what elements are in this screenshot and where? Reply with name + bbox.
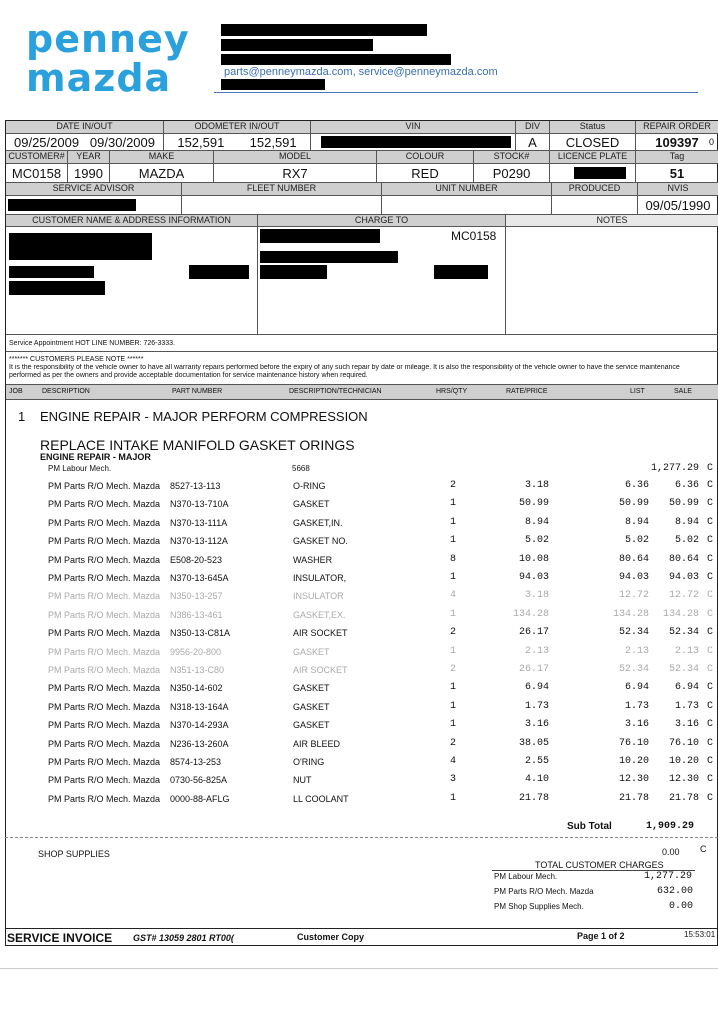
job-subtitle: REPLACE INTAKE MANIFOLD GASKET ORINGS <box>40 437 355 453</box>
notes-box <box>506 227 718 335</box>
part-row <box>6 532 718 550</box>
part-list: 12.72 <box>618 590 649 602</box>
part-rate: 4.10 <box>524 774 549 786</box>
part-flag: C <box>706 737 713 749</box>
vehicle-make: MAZDA <box>110 164 214 183</box>
shop-supplies-label: SHOP SUPPLIES <box>38 849 110 859</box>
label-charge-to: CHARGE TO <box>258 215 506 227</box>
part-qty: 2 <box>450 627 457 639</box>
redacted-charge-city <box>260 265 327 279</box>
date-out: 09/30/2009 <box>89 135 155 150</box>
unit-value <box>382 196 552 215</box>
part-desc: PM Parts R/O Mech. Mazda <box>48 757 161 767</box>
col-part-number: PART NUMBER <box>172 388 223 395</box>
odo-in: 152,591 <box>177 135 225 150</box>
part-sale: 50.99 <box>668 498 699 510</box>
label-year: YEAR <box>68 151 110 164</box>
div-value: A <box>516 134 550 151</box>
notice-text: It is the responsibility of the vehicle owner to have all warranty repairs performed before the expiry of any such repair by date or mileage. It is also the responsibility of the vehicle owner to have the service maintenance performed as per the owners and provide acceptable documentation for service maintenance history when required. <box>9 364 680 379</box>
part-qty: 1 <box>450 719 457 731</box>
part-name: NUT <box>293 775 312 786</box>
part-name: GASKET,EX. <box>293 609 346 620</box>
part-list: 10.20 <box>618 756 649 767</box>
part-number: N236-13-260A <box>170 738 229 749</box>
part-flag: C <box>706 645 713 657</box>
part-number: N370-13-111A <box>170 517 228 528</box>
vehicle-colour: RED <box>377 164 474 183</box>
part-name: GASKET NO. <box>293 536 348 547</box>
redacted-customer-city <box>9 281 105 295</box>
part-qty: 4 <box>450 756 457 767</box>
part-row <box>6 661 718 679</box>
page-edge <box>0 968 718 969</box>
labour-tech: 5668 <box>292 464 310 473</box>
redacted-plate <box>574 167 626 179</box>
part-name: GASKET <box>293 683 330 694</box>
label-customer-info: CUSTOMER NAME & ADDRESS INFORMATION <box>6 215 258 227</box>
part-sale: 8.94 <box>674 516 699 528</box>
label-status: Status <box>550 121 636 134</box>
part-name: GASKET <box>293 701 330 712</box>
repair-order-suffix: 0 <box>708 137 714 147</box>
hotline-text: Service Appointment HOT LINE NUMBER: 726-3333. <box>9 340 176 347</box>
part-number: 9956-20-800 <box>170 646 222 657</box>
label-plate: LICENCE PLATE <box>550 151 636 164</box>
part-flag: C <box>706 682 713 694</box>
part-qty: 1 <box>450 608 457 620</box>
part-desc: PM Parts R/O Mech. Mazda <box>48 665 161 675</box>
part-number: N351-13-C80 <box>170 665 225 675</box>
notice-heading: ******* CUSTOMERS PLEASE NOTE ****** <box>9 356 144 363</box>
part-rate: 134.28 <box>512 608 549 620</box>
part-desc: PM Parts R/O Mech. Mazda <box>48 628 161 639</box>
part-number: 0730-56-825A <box>170 775 228 786</box>
part-sale: 76.10 <box>668 737 699 749</box>
shop-supplies-value: 0.00 <box>662 847 680 857</box>
part-name: LL COOLANT <box>293 793 349 804</box>
label-produced: PRODUCED <box>552 183 638 196</box>
part-sale: 12.30 <box>668 774 699 786</box>
part-rate: 3.16 <box>524 719 549 731</box>
part-sale: 80.64 <box>668 553 699 565</box>
vehicle-model: RX7 <box>214 164 377 183</box>
notice-divider <box>6 351 718 352</box>
repair-order-value <box>636 134 718 151</box>
footer-copy: Customer Copy <box>297 932 365 942</box>
produced-value <box>552 196 638 215</box>
part-number: N370-14-293A <box>170 720 229 731</box>
label-make: MAKE <box>110 151 214 164</box>
part-desc: PM Parts R/O Mech. Mazda <box>48 683 161 694</box>
part-rate: 2.13 <box>524 645 549 657</box>
part-row <box>6 735 718 753</box>
service-advisor-value <box>6 196 182 215</box>
part-qty: 1 <box>450 792 457 804</box>
label-fleet: FLEET NUMBER <box>182 183 382 196</box>
part-list: 1.73 <box>624 700 649 712</box>
part-row <box>6 771 718 789</box>
part-number: N318-13-164A <box>170 701 229 712</box>
column-header <box>6 384 718 400</box>
part-list: 52.34 <box>618 664 649 675</box>
part-list: 76.10 <box>618 737 649 749</box>
col-desc-tech: DESCRIPTION/TECHNICIAN <box>289 388 382 395</box>
part-number: 0000-88-AFLG <box>170 793 230 804</box>
part-qty: 1 <box>450 572 457 583</box>
redacted-address-2 <box>221 39 373 51</box>
footer-divider <box>5 928 718 929</box>
label-model: MODEL <box>214 151 377 164</box>
part-qty: 8 <box>450 553 457 565</box>
date-in: 09/25/2009 <box>14 135 80 150</box>
part-list: 134.28 <box>612 608 649 620</box>
stock-number: P0290 <box>474 164 550 183</box>
part-number: N370-13-112A <box>170 536 228 547</box>
part-desc: PM Parts R/O Mech. Mazda <box>48 499 161 510</box>
charge-code: MC0158 <box>451 229 497 243</box>
label-notes: NOTES <box>506 215 718 227</box>
part-flag: C <box>706 516 713 528</box>
part-sale: 6.36 <box>674 480 699 491</box>
part-flag: C <box>706 553 713 565</box>
part-row <box>6 514 718 532</box>
part-flag: C <box>706 792 713 804</box>
part-rate: 94.03 <box>518 572 549 583</box>
part-qty: 1 <box>450 535 457 547</box>
redacted-address-4 <box>221 79 325 90</box>
part-flag: C <box>706 774 713 786</box>
part-row <box>6 643 718 661</box>
part-qty: 1 <box>450 700 457 712</box>
part-flag: C <box>706 700 713 712</box>
dealer-emails: parts@penneymazda.com, service@penneymazda.com <box>224 66 498 78</box>
label-div: DIV <box>516 121 550 134</box>
invoice-form <box>5 120 718 946</box>
part-row <box>6 790 718 808</box>
col-hrs-qty: HRS/QTY <box>436 388 468 395</box>
total-labour-value: 1,277.29 <box>644 871 693 882</box>
part-name: GASKET <box>293 646 330 657</box>
part-list: 6.94 <box>624 682 649 694</box>
part-sale: 6.94 <box>674 682 699 694</box>
footer-time: 15:53:01 <box>684 930 716 939</box>
total-supplies-label: PM Shop Supplies Mech. <box>494 902 584 911</box>
part-flag: C <box>706 756 713 767</box>
part-qty: 2 <box>450 737 457 749</box>
part-list: 50.99 <box>618 498 649 510</box>
label-repair-order: REPAIR ORDER <box>636 121 718 134</box>
part-sale: 10.20 <box>668 756 699 767</box>
subtotal-value: 1,909.29 <box>646 821 695 832</box>
part-desc: PM Parts R/O Mech. Mazda <box>48 793 161 804</box>
redacted-advisor <box>8 199 136 211</box>
label-service-advisor: SERVICE ADVISOR <box>6 183 182 196</box>
redacted-customer-street <box>9 266 94 278</box>
part-name: AIR SOCKET <box>293 628 348 639</box>
part-flag: C <box>706 627 713 639</box>
labour-desc: PM Labour Mech. <box>48 464 112 473</box>
part-rate: 5.02 <box>524 535 549 547</box>
part-row <box>6 698 718 716</box>
redacted-charge-street <box>260 251 398 263</box>
fleet-value <box>182 196 382 215</box>
customer-info-box <box>6 227 258 335</box>
part-flag: C <box>706 480 713 491</box>
part-number: N370-13-645A <box>170 573 229 583</box>
part-qty: 2 <box>450 664 457 675</box>
part-list: 21.78 <box>618 792 649 804</box>
job-title: ENGINE REPAIR - MAJOR PERFORM COMPRESSION <box>40 409 368 424</box>
part-list: 52.34 <box>618 627 649 639</box>
shop-supplies-flag: C <box>700 844 707 854</box>
part-qty: 1 <box>450 498 457 510</box>
part-sale: 94.03 <box>668 572 699 583</box>
total-parts-label: PM Parts R/O Mech. Mazda <box>494 887 594 896</box>
part-rate: 21.78 <box>518 792 549 804</box>
part-flag: C <box>706 535 713 547</box>
part-flag: C <box>706 590 713 602</box>
footer-title: SERVICE INVOICE <box>7 931 113 945</box>
part-sale: 21.78 <box>668 792 699 804</box>
col-description: DESCRIPTION <box>42 388 90 395</box>
part-qty: 1 <box>450 645 457 657</box>
col-sale: SALE <box>674 388 692 395</box>
col-list: LIST <box>630 388 645 395</box>
part-number: N370-13-710A <box>170 499 229 510</box>
redacted-customer-phone <box>189 265 249 279</box>
date-in-out <box>6 134 164 151</box>
part-flag: C <box>706 719 713 731</box>
part-row <box>6 606 718 624</box>
part-number: N386-13-461 <box>170 609 223 620</box>
part-rate: 6.94 <box>524 682 549 694</box>
labour-sale: 1,277.29 <box>650 463 699 474</box>
part-list: 80.64 <box>618 553 649 565</box>
part-name: O'RING <box>293 757 325 767</box>
totals-heading: TOTAL CUSTOMER CHARGES <box>535 860 664 870</box>
redacted-address-1 <box>221 24 427 36</box>
part-name: AIR BLEED <box>293 738 341 749</box>
part-desc: PM Parts R/O Mech. Mazda <box>48 738 161 749</box>
odo-out: 152,591 <box>249 135 297 150</box>
vin-value <box>311 134 516 151</box>
part-list: 2.13 <box>624 645 649 657</box>
part-number: N350-14-602 <box>170 683 223 694</box>
header-divider <box>214 92 698 93</box>
part-row <box>6 753 718 771</box>
part-name: O-RING <box>293 481 326 491</box>
part-row <box>6 477 718 495</box>
label-customer: CUSTOMER# <box>6 151 68 164</box>
part-qty: 1 <box>450 682 457 694</box>
part-sale: 1.73 <box>674 700 699 712</box>
label-date: DATE IN/OUT <box>6 121 164 134</box>
part-rate: 38.05 <box>518 737 549 749</box>
part-desc: PM Parts R/O Mech. Mazda <box>48 591 161 602</box>
labour-flag: C <box>706 463 713 474</box>
part-row <box>6 679 718 697</box>
col-job: JOB <box>9 388 23 395</box>
charge-to-box <box>258 227 506 335</box>
total-labour-label: PM Labour Mech. <box>494 872 558 881</box>
part-rate: 8.94 <box>524 516 549 528</box>
dealer-logo <box>26 17 190 100</box>
total-parts-value: 632.00 <box>657 886 694 897</box>
footer-page: Page 1 of 2 <box>577 931 625 941</box>
part-row <box>6 624 718 642</box>
label-colour: COLOUR <box>377 151 474 164</box>
part-desc: PM Parts R/O Mech. Mazda <box>48 573 161 583</box>
status-value: CLOSED <box>550 134 636 151</box>
part-desc: PM Parts R/O Mech. Mazda <box>48 701 161 712</box>
labour-row <box>6 460 718 478</box>
part-sale: 5.02 <box>674 535 699 547</box>
part-list: 6.36 <box>624 480 649 491</box>
part-name: GASKET,IN. <box>293 517 343 528</box>
subtotal-label: Sub Total <box>567 821 612 832</box>
part-row <box>6 587 718 605</box>
part-rate: 10.08 <box>518 553 549 565</box>
part-name: GASKET <box>293 720 330 731</box>
job-category: ENGINE REPAIR - MAJOR <box>40 452 151 462</box>
part-flag: C <box>706 608 713 620</box>
label-nvis: NVIS <box>638 183 718 196</box>
part-desc: PM Parts R/O Mech. Mazda <box>48 720 161 731</box>
part-desc: PM Parts R/O Mech. Mazda <box>48 554 161 565</box>
part-row <box>6 495 718 513</box>
part-name: GASKET <box>293 499 330 510</box>
label-stock: STOCK# <box>474 151 550 164</box>
total-supplies-value: 0.00 <box>669 901 694 912</box>
part-row <box>6 716 718 734</box>
customer-number: MC0158 <box>6 164 68 183</box>
part-flag: C <box>706 664 713 675</box>
part-row <box>6 551 718 569</box>
tag-value: 51 <box>636 164 718 183</box>
redacted-address-3 <box>221 54 451 65</box>
part-rate: 26.17 <box>518 627 549 639</box>
part-rate: 2.55 <box>524 756 549 767</box>
part-sale: 12.72 <box>668 590 699 602</box>
licence-plate-value <box>550 164 636 183</box>
part-desc: PM Parts R/O Mech. Mazda <box>48 481 161 491</box>
part-list: 3.16 <box>624 719 649 731</box>
redacted-vin <box>321 136 511 148</box>
odometer-in-out <box>164 134 311 151</box>
part-qty: 1 <box>450 516 457 528</box>
part-rate: 1.73 <box>524 700 549 712</box>
part-number: E508-20-523 <box>170 554 223 565</box>
nvis-value: 09/05/1990 <box>638 196 718 215</box>
part-desc: PM Parts R/O Mech. Mazda <box>48 536 161 547</box>
part-number: N350-13-257 <box>170 591 223 602</box>
subtotal-divider <box>5 837 718 838</box>
part-number: N350-13-C81A <box>170 628 231 639</box>
part-list: 5.02 <box>624 535 649 547</box>
part-rate: 3.18 <box>524 590 549 602</box>
part-sale: 2.13 <box>674 645 699 657</box>
part-row <box>6 569 718 587</box>
part-number: 8527-13-113 <box>170 481 221 491</box>
label-vin: VIN <box>311 121 516 134</box>
part-qty: 3 <box>450 774 457 786</box>
part-rate: 3.18 <box>524 480 549 491</box>
part-desc: PM Parts R/O Mech. Mazda <box>48 517 161 528</box>
part-list: 8.94 <box>624 516 649 528</box>
part-name: INSULATOR, <box>293 573 347 583</box>
part-rate: 26.17 <box>518 664 549 675</box>
part-name: INSULATOR <box>293 591 344 602</box>
redacted-customer-name <box>9 233 152 260</box>
part-name: WASHER <box>293 554 333 565</box>
label-unit: UNIT NUMBER <box>382 183 552 196</box>
part-flag: C <box>706 498 713 510</box>
part-sale: 3.16 <box>674 719 699 731</box>
part-rate: 50.99 <box>518 498 549 510</box>
redacted-charge-phone <box>434 265 488 279</box>
part-list: 12.30 <box>618 774 649 786</box>
col-rate-price: RATE/PRICE <box>506 388 548 395</box>
part-sale: 134.28 <box>662 608 699 620</box>
part-number: 8574-13-253 <box>170 757 222 767</box>
part-flag: C <box>706 572 713 583</box>
job-number: 1 <box>18 409 26 424</box>
part-desc: PM Parts R/O Mech. Mazda <box>48 609 161 620</box>
part-qty: 4 <box>450 590 457 602</box>
part-desc: PM Parts R/O Mech. Mazda <box>48 775 161 786</box>
part-desc: PM Parts R/O Mech. Mazda <box>48 646 161 657</box>
label-tag: Tag <box>636 151 718 164</box>
part-name: AIR SOCKET <box>293 665 348 675</box>
footer-gst: GST# 13059 2801 RT00( <box>133 933 234 943</box>
logo-line-1: penney <box>26 17 190 61</box>
part-sale: 52.34 <box>668 664 699 675</box>
repair-order-number: 109397 <box>655 135 699 150</box>
part-sale: 52.34 <box>668 627 699 639</box>
vehicle-year: 1990 <box>68 164 110 183</box>
redacted-charge-name <box>260 229 380 243</box>
part-list: 94.03 <box>618 572 649 583</box>
logo-line-2: mazda <box>26 56 172 100</box>
part-qty: 2 <box>450 480 457 491</box>
label-odometer: ODOMETER IN/OUT <box>164 121 311 134</box>
